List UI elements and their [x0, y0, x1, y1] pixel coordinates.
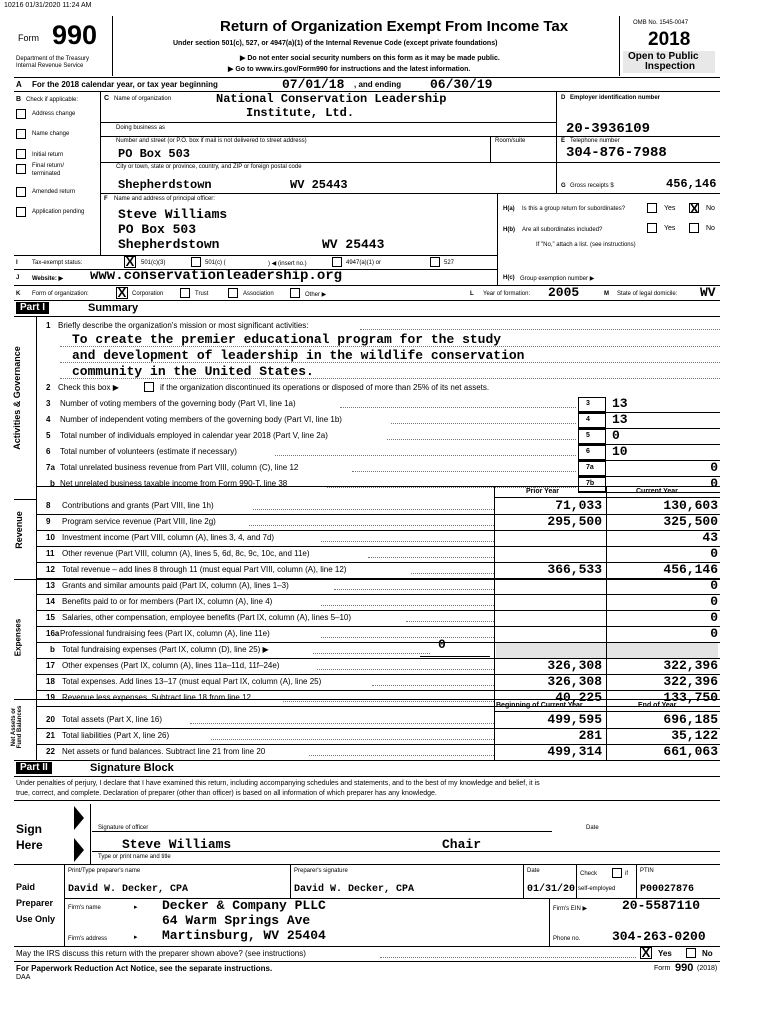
- fin-line-text: Salaries, other compensation, employee benefits (Part IX, column (A), lines 5–10): [62, 613, 352, 622]
- fin-line-num: 9: [46, 517, 51, 526]
- initial-return-checkbox[interactable]: [16, 149, 26, 159]
- street-label: Number and street (or P.O. box if mail is not delivered to street address): [116, 138, 307, 144]
- form-of-org-label: Form of organization:: [32, 291, 89, 297]
- perjury-line1: Under penalties of perjury, I declare that I have examined this return, including accompanying schedules and statements, and to the best of my knowledge and belief, it is: [16, 780, 540, 787]
- fin-prior-value: 40,225: [555, 690, 602, 705]
- state-domicile: WV: [700, 285, 716, 300]
- fin-line-text: Professional fundraising fees (Part IX, column (A), line 11e): [60, 629, 270, 638]
- ending-label: , and ending: [354, 80, 402, 89]
- gross-receipts: 456,146: [666, 177, 717, 191]
- gov-line-box: [578, 413, 606, 428]
- ha-text: Is this a group return for subordinates?: [522, 206, 626, 212]
- sig-date-label: Date: [586, 825, 599, 831]
- fin-current-value: 696,185: [663, 712, 718, 727]
- website-link[interactable]: www.conservationleadership.org: [90, 268, 343, 284]
- line-m-label: M: [604, 291, 609, 297]
- city: Shepherdstown: [118, 178, 212, 192]
- col-end-year: End of Year: [638, 702, 677, 709]
- box-c-label: C: [104, 95, 110, 102]
- status-4947-label: 4947(a)(1) or: [346, 260, 382, 266]
- fin-line-text: Contributions and grants (Part VIII, line 1h): [62, 501, 214, 510]
- fin-line-text: Program service revenue (Part VIII, line 2g): [62, 517, 216, 526]
- perjury-line2: true, correct, and complete. Declaration of preparer (other than officer) is based on all information of which preparer has any knowledge.: [16, 790, 437, 797]
- line2-text-b: if the organization discontinued its operations or disposed of more than 25% of its net assets.: [160, 383, 490, 392]
- fin-current-value: 322,396: [663, 658, 718, 673]
- ha-yes-checkbox[interactable]: [647, 203, 657, 213]
- fin-current-value: 0: [710, 610, 718, 625]
- firm-address-line2: Martinsburg, WV 25404: [162, 928, 326, 943]
- gov-line-box-label: 6: [586, 448, 590, 455]
- gov-line-text: Total unrelated business revenue from Part VIII, column (C), line 12: [60, 463, 299, 472]
- officer-sig-label: Signature of officer: [98, 825, 149, 831]
- org-phone: 304-876-7988: [566, 145, 667, 161]
- gov-line-box: [578, 445, 606, 460]
- fin-current-value: 133,750: [663, 690, 718, 705]
- tax-year-begin: 07/01/18: [282, 77, 345, 92]
- line-l-label: L: [470, 291, 474, 297]
- fin-line-text: Benefits paid to or for members (Part IX, column (A), line 4): [62, 597, 273, 606]
- mission-line3: community in the United States.: [72, 364, 314, 379]
- gov-line-text: Net unrelated business taxable income from Form 990-T, line 38: [60, 479, 288, 488]
- line-i-label: I: [16, 260, 18, 266]
- sign-label: Sign: [16, 822, 42, 836]
- print-timestamp: 10216 01/31/2020 11:24 AM: [4, 2, 92, 9]
- amended-return-checkbox[interactable]: [16, 187, 26, 197]
- org-name-line2: Institute, Ltd.: [246, 106, 355, 120]
- gov-line-num: 3: [46, 399, 51, 408]
- line-a-label: A: [16, 80, 22, 89]
- fin-line-num: b: [50, 645, 55, 654]
- name-change-checkbox[interactable]: [16, 129, 26, 139]
- fin-line-num: 12: [46, 565, 55, 574]
- form-ref-year: (2018): [697, 965, 718, 972]
- fin-current-value: 325,500: [663, 514, 718, 529]
- room-suite-label: Room/suite: [495, 138, 526, 144]
- org-name-label: Name of organization: [114, 96, 172, 102]
- gov-line-box-label: 7a: [586, 464, 594, 471]
- line2-num: 2: [46, 383, 51, 392]
- fin-prior-value: 499,314: [547, 744, 602, 759]
- sign-here-arrows-icon: [72, 804, 86, 866]
- fin-line-text: Net assets or fund balances. Subtract line 21 from line 20: [62, 747, 266, 756]
- fin-line-text: Total liabilities (Part X, line 26): [62, 731, 170, 740]
- hb-text: Are all subordinates included?: [522, 227, 603, 233]
- gov-line-num: 4: [46, 415, 51, 424]
- line1-text: Briefly describe the organization's mission or most significant activities:: [58, 321, 309, 330]
- line-k-label: K: [16, 291, 21, 297]
- firm-ein: 20-5587110: [622, 898, 701, 913]
- final-return-label: Final return/ terminated: [32, 163, 65, 177]
- self-employed-checkbox[interactable]: [612, 868, 622, 878]
- status-501c3-checkbox[interactable]: X: [125, 254, 135, 269]
- fin-line-text: Total revenue – add lines 8 through 11 (must equal Part VIII, column (A), line 12): [62, 565, 347, 574]
- gov-line-value: 13: [612, 396, 628, 411]
- other-org-checkbox[interactable]: [290, 288, 300, 298]
- ha-label: H(a): [503, 206, 515, 212]
- omb-number: OMB No. 1545-0047: [633, 20, 689, 26]
- initial-return-label: Initial return: [32, 152, 64, 158]
- col-begin-year: Beginning of Current Year: [496, 702, 583, 709]
- fin-prior-value: 326,308: [547, 674, 602, 689]
- gov-line-value: 10: [612, 444, 628, 459]
- discontinued-checkbox[interactable]: [144, 382, 154, 392]
- gov-line-text: Number of independent voting members of the governing body (Part VI, line 1b): [60, 415, 342, 424]
- final-return-checkbox[interactable]: [16, 164, 26, 174]
- side-activities-governance: Activities & Governance: [12, 346, 22, 450]
- status-501c3-label: 501(c)(3): [141, 260, 166, 266]
- hb-note: If "No," attach a list. (see instructions): [536, 242, 636, 248]
- firm-address-arrow-icon: ▸: [134, 934, 138, 941]
- trust-checkbox[interactable]: [180, 288, 190, 298]
- gross-receipts-label: Gross receipts $: [570, 183, 614, 189]
- preparer-name: David W. Decker, CPA: [68, 884, 189, 895]
- fin-line-num: 22: [46, 747, 55, 756]
- gov-line-num: 6: [46, 447, 51, 456]
- fin-line-num: 19: [46, 693, 55, 702]
- address-change-label: Address change: [32, 111, 76, 117]
- corporation-checkbox[interactable]: X: [117, 285, 127, 300]
- side-revenue: Revenue: [14, 511, 24, 549]
- fin-prior-value: 326,308: [547, 658, 602, 673]
- association-checkbox[interactable]: [228, 288, 238, 298]
- line2-text-a: Check this box ▶: [58, 383, 119, 392]
- prep-date-label: Date: [527, 868, 540, 874]
- fin-line-num: 21: [46, 731, 55, 740]
- state-domicile-label: State of legal domicile:: [617, 291, 678, 297]
- part1-title: Summary: [88, 302, 139, 314]
- fin-line-text: Total expenses. Add lines 13–17 (must equal Part IX, column (A), line 25): [62, 677, 322, 686]
- mission-line1: To create the premier educational program for the study: [72, 332, 502, 347]
- org-name-line1: National Conservation Leadership: [216, 92, 447, 106]
- paid-label: Paid: [16, 882, 36, 892]
- status-501c-checkbox[interactable]: [191, 257, 201, 267]
- dba-label: Doing business as: [116, 125, 166, 131]
- part2-tag: Part II: [16, 762, 52, 774]
- fin-line-num: 18: [46, 677, 55, 686]
- fin-line-num: 11: [46, 549, 55, 558]
- gov-line-text: Number of voting members of the governing body (Part VI, line 1a): [60, 399, 296, 408]
- firm-name-label: Firm's name: [68, 905, 101, 911]
- part2-title: Signature Block: [90, 762, 174, 774]
- firm-name-arrow-icon: ▸: [134, 904, 138, 911]
- tax-exempt-label: Tax-exempt status:: [32, 260, 83, 266]
- corporation-label: Corporation: [132, 291, 164, 297]
- ein-value: 20-3936109: [566, 121, 651, 137]
- trust-label: Trust: [195, 291, 209, 297]
- fin-current-value: 456,146: [663, 562, 718, 577]
- box-d-label: D: [561, 95, 566, 101]
- form-ref-number: 990: [675, 962, 694, 974]
- paperwork-notice: For Paperwork Reduction Act Notice, see the separate instructions.: [16, 964, 273, 973]
- fin-line-num: 10: [46, 533, 55, 542]
- fin-line-num: 16a: [46, 629, 60, 638]
- year-formation: 2005: [548, 285, 580, 300]
- fin-line-text: Total assets (Part X, line 16): [62, 715, 163, 724]
- gov-line-num: b: [50, 479, 55, 488]
- fin-line-text: Revenue less expenses. Subtract line 18 from line 12: [62, 693, 251, 702]
- hc-text: Group exemption number ▶: [520, 276, 595, 282]
- fin-prior-value: 71,033: [555, 498, 602, 513]
- gov-line-value: 0: [612, 428, 620, 443]
- phone-label: Telephone number: [570, 138, 620, 144]
- hb-no-checkbox[interactable]: [689, 223, 699, 233]
- gov-line-box-label: 7b: [586, 480, 595, 487]
- status-501c-label: 501(c) (: [205, 260, 226, 266]
- ein-label: Employer identification number: [570, 95, 661, 101]
- officer-label: Name and address of principal officer:: [114, 196, 215, 202]
- firm-address-line1: 64 Warm Springs Ave: [162, 913, 311, 928]
- fin-prior-value: 366,533: [547, 562, 602, 577]
- gov-line-box: [578, 429, 606, 444]
- fin-line-num: 15: [46, 613, 55, 622]
- officer-signature-field[interactable]: [92, 818, 552, 832]
- side-net-assets: Net Assets or Fund Balances: [11, 705, 23, 749]
- fin-line-text: Grants and similar amounts paid (Part IX, column (A), lines 1–3): [62, 581, 289, 590]
- daa-label: DAA: [16, 974, 31, 981]
- preparer-ptin: P00027876: [640, 884, 695, 895]
- amended-return-label: Amended return: [32, 189, 76, 195]
- mission-line2: and development of leadership in the wildlife conservation: [72, 348, 525, 363]
- fin-current-value: 43: [702, 530, 718, 545]
- ha-yes-label: Yes: [664, 205, 676, 212]
- discuss-yes-label: Yes: [658, 949, 672, 958]
- col-prior-year: Prior Year: [526, 488, 559, 495]
- check-label: Check: [580, 871, 598, 877]
- firm-phone-label: Phone no.: [553, 936, 581, 942]
- fin-line-text: Investment income (Part VIII, column (A), lines 3, 4, and 7d): [62, 533, 275, 542]
- form-title: Return of Organization Exempt From Income Tax: [220, 18, 569, 35]
- firm-ein-label: Firm's EIN ▶: [553, 906, 588, 912]
- year-formation-label: Year of formation:: [483, 291, 531, 297]
- officer-address: PO Box 503: [118, 222, 197, 237]
- gov-line-text: Total number of individuals employed in calendar year 2018 (Part V, line 2a): [60, 431, 328, 440]
- association-label: Association: [243, 291, 274, 297]
- hb-yes-checkbox[interactable]: [647, 223, 657, 233]
- firm-phone: 304-263-0200: [612, 929, 706, 944]
- box-g-label: G: [561, 183, 566, 189]
- self-employed-label: self-employed: [578, 886, 616, 892]
- city-label: City or town, state or province, country, and ZIP or foreign postal code: [116, 164, 302, 170]
- status-527-label: 527: [444, 260, 455, 266]
- dept-treasury: Department of the Treasury: [16, 56, 90, 62]
- officer-name: Steve Williams: [118, 207, 228, 222]
- officer-state-zip: WV 25443: [322, 237, 385, 252]
- street-address: PO Box 503: [118, 147, 191, 161]
- application-pending-checkbox[interactable]: [16, 207, 26, 217]
- fin-line-num: 14: [46, 597, 55, 606]
- tax-year-end: 06/30/19: [430, 77, 493, 92]
- box-e-label: E: [561, 138, 566, 144]
- gov-line-box-label: 3: [586, 400, 590, 407]
- col-current-year: Current Year: [636, 488, 678, 495]
- ssn-notice: ▶ Do not enter social security numbers on this form as it may be made public.: [240, 55, 500, 62]
- fin-current-value: 0: [710, 546, 718, 561]
- gov-line-value: 13: [612, 412, 628, 427]
- other-org-label: Other ▶: [305, 292, 327, 298]
- use-only-label: Use Only: [16, 914, 56, 924]
- box-b-title: Check if applicable:: [26, 97, 79, 103]
- fin-line-text: Total fundraising expenses (Part IX, column (D), line 25) ▶: [62, 645, 269, 654]
- discuss-no-label: No: [702, 949, 713, 958]
- gov-line-box-label: 4: [586, 416, 590, 423]
- fundraising-16b-value: 0: [438, 637, 446, 652]
- fin-current-value: 0: [710, 578, 718, 593]
- prep-name-label: Print/Type preparer's name: [68, 868, 141, 874]
- fin-current-value: 661,063: [663, 744, 718, 759]
- gov-line-box-label: 5: [586, 432, 590, 439]
- officer-title: Chair: [442, 837, 482, 852]
- ha-no-checkbox[interactable]: X: [690, 201, 699, 216]
- fin-current-value: 0: [710, 626, 718, 641]
- prep-sig-label: Preparer's signature: [294, 868, 348, 874]
- name-change-label: Name change: [32, 131, 70, 137]
- line-a-text: For the 2018 calendar year, or tax year beginning: [32, 80, 218, 89]
- side-expenses: Expenses: [13, 618, 23, 657]
- officer-print-name: Steve Williams: [122, 837, 232, 852]
- fin-line-num: 17: [46, 661, 55, 670]
- status-501c-insert: ) ◀ (insert no.): [268, 261, 307, 267]
- line-j-label: J: [16, 275, 20, 281]
- fin-current-value: 322,396: [663, 674, 718, 689]
- discuss-no-checkbox[interactable]: [686, 948, 696, 958]
- firm-address-label: Firm's address: [68, 936, 108, 942]
- fin-line-text: Other revenue (Part VIII, column (A), lines 5, 6d, 8c, 9c, 10c, and 11e): [62, 549, 310, 558]
- shaded-cell: [496, 643, 718, 658]
- hb-label: H(b): [503, 227, 515, 233]
- form-label: Form: [18, 33, 39, 43]
- gov-line-box: [578, 397, 606, 412]
- state-zip: WV 25443: [290, 178, 348, 192]
- part1-tag: Part I: [16, 302, 49, 314]
- here-label: Here: [16, 838, 43, 852]
- fin-current-value: 35,122: [671, 728, 718, 743]
- preparer-label: Preparer: [16, 898, 54, 908]
- if-label: if: [625, 871, 628, 877]
- gov-line-num: 5: [46, 431, 51, 440]
- fin-line-num: 8: [46, 501, 51, 510]
- fin-prior-value: 281: [578, 728, 602, 743]
- fin-current-value: 0: [710, 594, 718, 609]
- discuss-yes-checkbox[interactable]: X: [641, 945, 651, 960]
- inspection: Inspection: [645, 61, 696, 72]
- website-label: Website: ▶: [32, 276, 64, 282]
- hb-yes-label: Yes: [664, 225, 676, 232]
- fin-prior-value: 499,595: [547, 712, 602, 727]
- dept-irs: Internal Revenue Service: [16, 63, 84, 69]
- preparer-signature: David W. Decker, CPA: [294, 884, 415, 895]
- hc-label: H(c): [503, 275, 515, 281]
- gov-line-text: Total number of volunteers (estimate if necessary): [60, 447, 237, 456]
- fin-prior-value: 295,500: [547, 514, 602, 529]
- open-to-public: Open to Public: [628, 51, 699, 62]
- tax-year: 2018: [648, 29, 691, 50]
- status-527-checkbox[interactable]: [430, 257, 440, 267]
- fin-line-num: 13: [46, 581, 55, 590]
- preparer-date: 01/31/20: [527, 884, 576, 895]
- fin-line-num: 20: [46, 715, 55, 724]
- box-f-label: F: [104, 196, 108, 202]
- discuss-question: May the IRS discuss this return with the preparer shown above? (see instructions): [16, 949, 306, 958]
- form-ref-label: Form: [654, 965, 671, 972]
- form-number: 990: [52, 20, 98, 50]
- form-subtitle: Under section 501(c), 527, or 4947(a)(1) of the Internal Revenue Code (except private foundations): [173, 40, 498, 47]
- fin-line-text: Other expenses (Part IX, column (A), lines 11a–11d, 11f–24e): [62, 661, 280, 670]
- line1-num: 1: [46, 321, 51, 330]
- gov-line-value: 0: [710, 460, 718, 475]
- gov-line-value: 0: [710, 476, 718, 491]
- fin-current-value: 130,603: [663, 498, 718, 513]
- type-name-label: Type or print name and title: [98, 854, 171, 860]
- box-b-label: B: [16, 96, 22, 103]
- ha-no-label: No: [706, 205, 715, 212]
- application-pending-label: Application pending: [32, 209, 85, 215]
- status-4947-checkbox[interactable]: [332, 257, 342, 267]
- instructions-notice: ▶ Go to www.irs.gov/Form990 for instructions and the latest information.: [228, 66, 471, 73]
- ptin-label: PTIN: [640, 868, 654, 874]
- gov-line-num: 7a: [46, 463, 55, 472]
- firm-name: Decker & Company PLLC: [162, 898, 326, 913]
- hb-no-label: No: [706, 225, 715, 232]
- address-change-checkbox[interactable]: [16, 109, 26, 119]
- officer-city: Shepherdstown: [118, 237, 220, 252]
